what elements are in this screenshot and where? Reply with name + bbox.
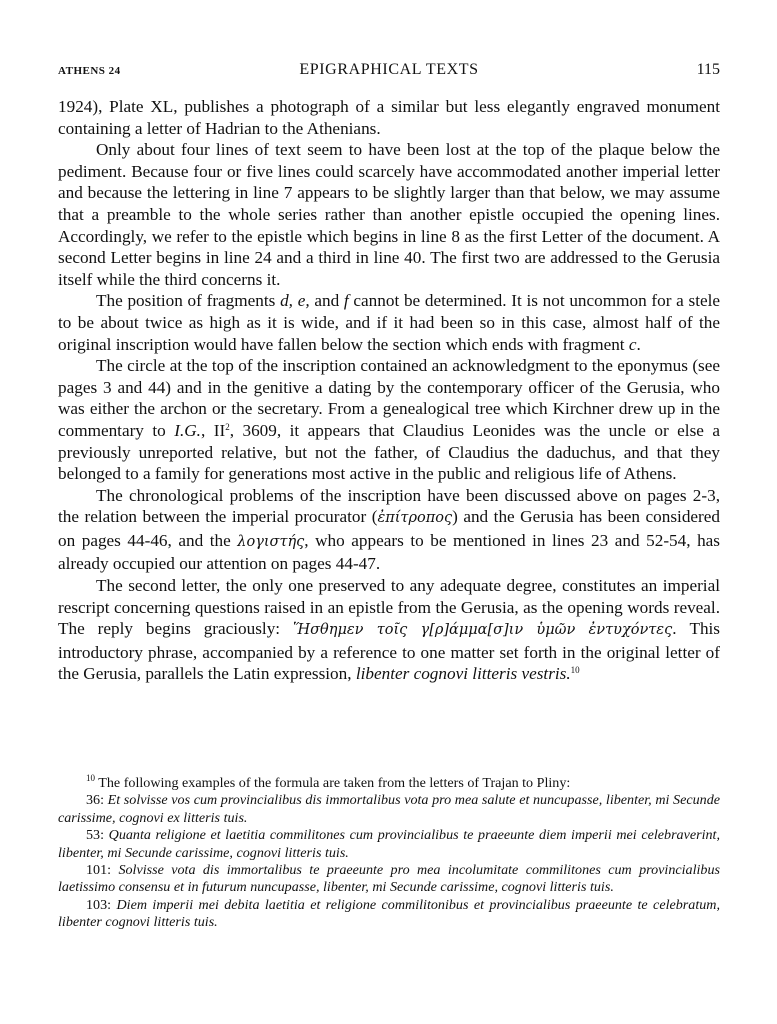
citation-ig: I.G. (174, 420, 201, 440)
latin-quotation: Solvisse vota dis immortalibus te praeeunte pro mea incolumitate commilitones cum provincialibus laetissimo consensu et in futurum nuncupasse, libenter, mi Secunde carissime, cognovi litteris tuis. (58, 862, 720, 896)
letter-number: 103: (86, 896, 112, 913)
text-run: ) and the Gerusia has been considered on pages 44-46, and the (58, 507, 720, 550)
text-run: The second letter, the only one preserved to any adequate degree, constitutes an imperial rescript concerning questions raised in an epistle from the Gerusia, as the opening words reveal. The reply begins graciously: (58, 576, 720, 639)
letter-number: 36: (86, 792, 105, 809)
superscript: 2 (225, 421, 230, 432)
paragraph-6 (58, 575, 720, 685)
fragment-c: c (628, 334, 637, 354)
paragraph-1: 1924), Plate XL, publishes a photograph of a similar but less elegantly engraved monument containing a letter of Hadrian to the Athenians. (58, 97, 720, 138)
text-run: , who appears to be mentioned in lines 23 and 52-54, has already occupied our attention on pages 44-47. (58, 530, 720, 574)
fragment-e: e, (297, 291, 310, 311)
footnotes (58, 775, 720, 932)
greek-term-logistes: λογιστής (237, 533, 305, 550)
text-run: , 3609, it appears that Claudius Leonides was the uncle or else a previously unreported relative, but not the father, of Claudius the daduchus, and that they belonged to a family for generations most active in the public and religious life of Athens. (58, 420, 721, 484)
text-run: , II (200, 420, 226, 440)
text-run: . This introductory phrase, accompanied by a reference to one matter set forth in the original letter of the Gerusia, parallels the Latin expression, (58, 619, 721, 684)
greek-term-epitropos: ἐπίτροπος (377, 510, 453, 527)
latin-quotation: Diem imperii mei debita laetitia et religione commilitonibus et provincialibus praeeunte te celebratum, libenter cognovi litteris tuis. (58, 896, 720, 931)
page-number: 115 (696, 61, 720, 78)
text-run: and (309, 291, 344, 311)
footnote-10 (58, 775, 720, 792)
text-run: cannot be determined. It is not uncommon for a stele to be about twice as high as it is wide, and if it had been so in this case, almost half of the original inscription would have fallen below the section which ends with fragment (58, 291, 721, 354)
fragment-f: f (343, 291, 349, 311)
body-text (58, 96, 720, 685)
footnote-example (58, 827, 720, 862)
running-head (58, 60, 720, 84)
paragraph-4 (58, 355, 720, 485)
footnote-reference[interactable]: 10 (570, 665, 580, 676)
text-run: . (636, 334, 641, 354)
latin-expression: libenter cognovi litteris vestris. (355, 664, 571, 684)
footnote-example (58, 862, 720, 897)
letter-number: 101: (86, 862, 112, 879)
text-run: The chronological problems of the inscription have been discussed above on pages 2-3, the relation between the imperial procurator ( (58, 485, 720, 527)
footnote-example (58, 897, 720, 932)
latin-quotation: Quanta religione et laetitia commilitones cum provincialibus te praeeunte diem imperii mei celebraverint, libenter, mi Secunde carissime, cognovi litteris tuis. (58, 827, 720, 861)
text-run: The position of fragments (96, 291, 281, 311)
footnote-intro: The following examples of the formula are taken from the letters of Trajan to Pliny: (98, 775, 571, 791)
footnote-example (58, 792, 720, 827)
paragraph-2: Only about four lines of text seem to have been lost at the top of the plaque below the pediment. Because four or five lines could scarcely have accommodated another imperial letter and because the lettering in line 7 appears to be slightly larger than that below, we may assume that a preamble to the whole series rather than another epistle occupied the opening lines. Accordingly, we refer to the epistle which begins in line 8 as the first Letter of the document. A second Letter begins in line 24 and a third in line 40. The first two are addressed to the Gerusia itself while the third concerns it. (58, 140, 720, 289)
letter-number: 53: (86, 827, 105, 844)
footnote-marker: 10 (86, 773, 95, 783)
paragraph-3 (58, 290, 720, 355)
running-head-section: ATHENS 24 (58, 65, 121, 77)
paragraph-5 (58, 485, 720, 575)
running-head-title: EPIGRAPHICAL TEXTS (299, 61, 479, 78)
greek-quotation: Ἥσθημεν τοῖς γ[ρ]άμμα[σ]ιν ὑμῶν ἐντυχόντες (293, 622, 673, 639)
latin-quotation: Et solvisse vos cum provincialibus dis immortalibus vota pro mea salute et nuncupasse, libenter, mi Secunde carissime, cognovi ex litteris tuis. (58, 792, 721, 826)
fragment-d: d, (280, 291, 293, 311)
text-run: The circle at the top of the inscription contained an acknowledgment to the eponymus (see pages 3 and 44) and in the genitive a dating by the contemporary officer of the Gerusia, who was either the archon or the secretary. From a genealogical tree which Kirchner drew up in the commentary to (58, 356, 720, 440)
